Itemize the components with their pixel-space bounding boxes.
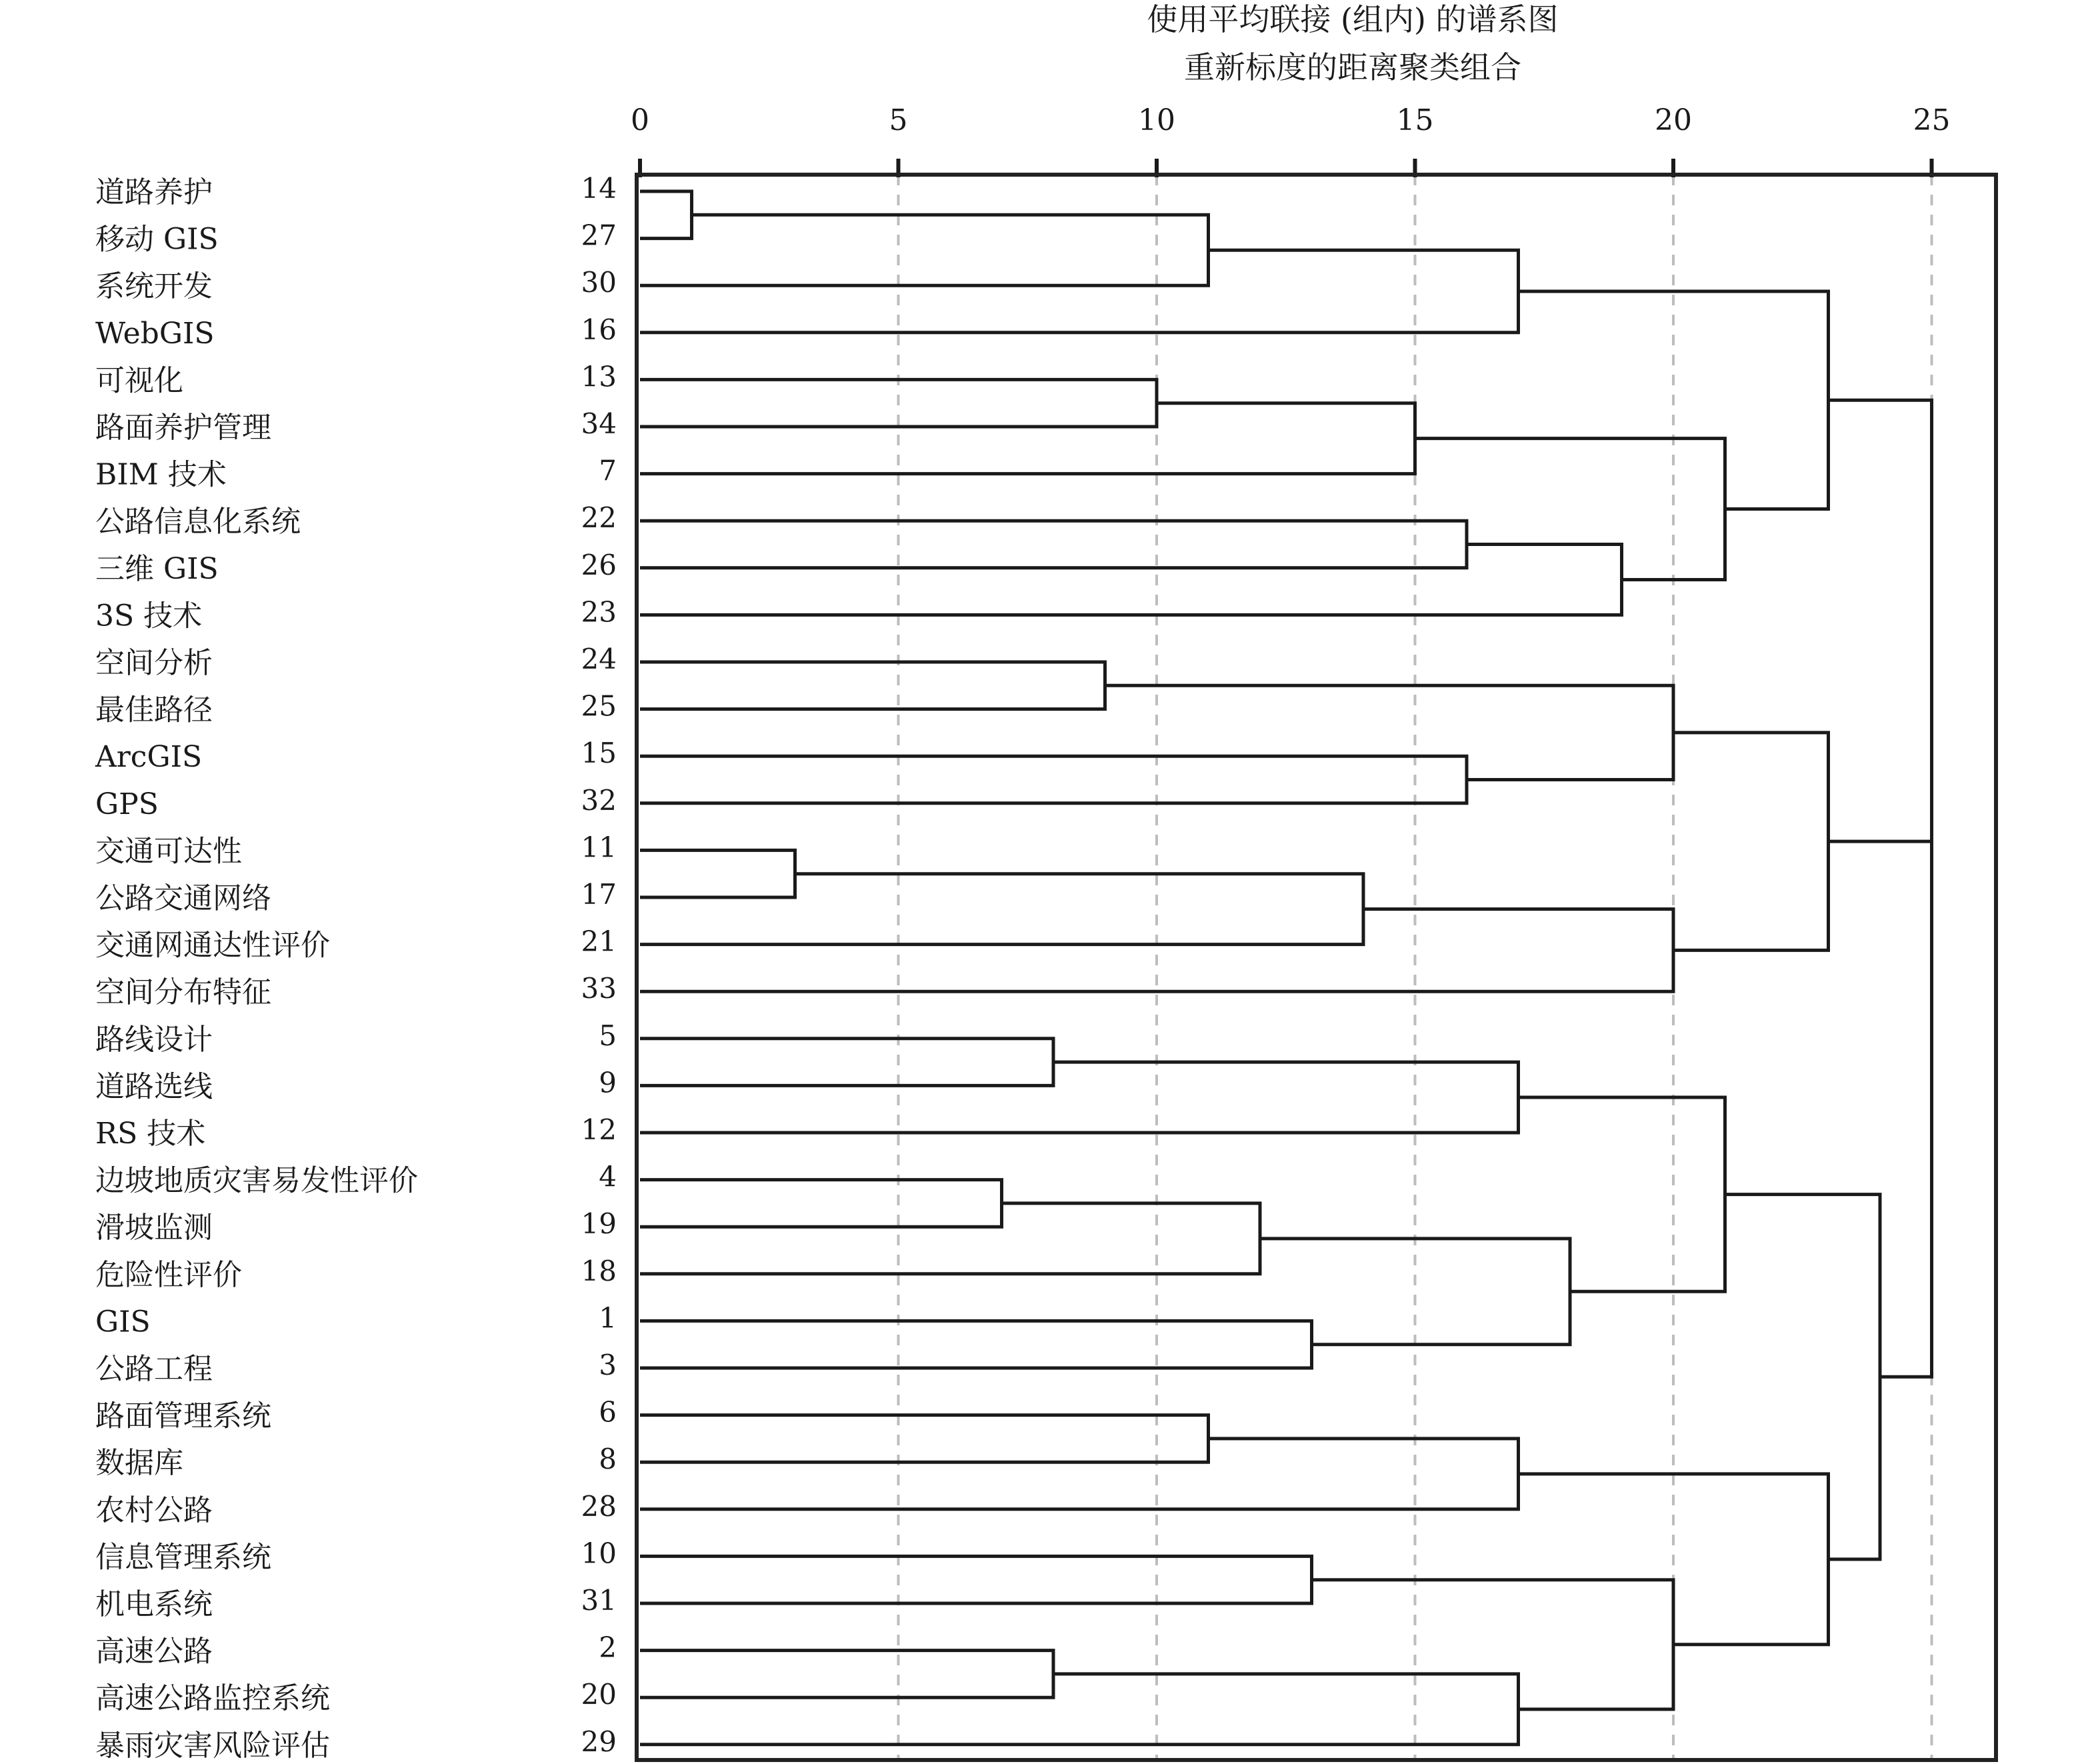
leaf-number: 7 bbox=[599, 454, 617, 487]
leaf-number: 33 bbox=[581, 972, 617, 1005]
leaf-number: 24 bbox=[581, 643, 617, 675]
leaf-number: 6 bbox=[599, 1395, 617, 1429]
leaf-label: GIS bbox=[95, 1305, 151, 1339]
leaf-label: 路面管理系统 bbox=[95, 1399, 271, 1433]
leaf-label: 公路交通网络 bbox=[95, 881, 271, 915]
leaf-label: ArcGIS bbox=[95, 740, 203, 775]
dendrogram-link bbox=[1415, 439, 1725, 580]
leaf-label: 交通可达性 bbox=[95, 834, 242, 869]
leaf-label: 三维 GIS bbox=[95, 551, 219, 586]
leaf-label: 交通网通达性评价 bbox=[95, 928, 330, 963]
leaf-number: 20 bbox=[581, 1678, 617, 1711]
dendrogram-link bbox=[640, 215, 1209, 285]
leaf-number: 3 bbox=[599, 1349, 617, 1381]
dendrogram-link bbox=[640, 1039, 1053, 1086]
leaf-number: 14 bbox=[581, 172, 617, 205]
leaf-label: 高速公路 bbox=[95, 1634, 213, 1669]
leaf-number: 9 bbox=[599, 1066, 617, 1099]
dendrogram-link bbox=[1260, 1239, 1570, 1345]
chart-title: 使用平均联接 (组内) 的谱系图 bbox=[1147, 1, 1559, 37]
leaf-label: GPS bbox=[95, 787, 159, 821]
dendrogram-link bbox=[640, 1439, 1519, 1509]
x-tick-label: 20 bbox=[1655, 103, 1692, 137]
leaf-label: 农村公路 bbox=[95, 1493, 213, 1527]
dendrogram-link bbox=[1105, 685, 1674, 779]
x-tick-label: 10 bbox=[1138, 103, 1175, 137]
leaf-number: 23 bbox=[581, 595, 617, 629]
leaf-number: 13 bbox=[581, 360, 617, 393]
leaf-label: 高速公路监控系统 bbox=[95, 1681, 330, 1716]
dendrogram-link bbox=[640, 850, 795, 897]
leaf-label: 可视化 bbox=[95, 363, 183, 398]
leaf-number: 27 bbox=[581, 219, 617, 252]
dendrogram-link bbox=[640, 874, 1363, 945]
leaf-number: 12 bbox=[581, 1113, 617, 1146]
leaf-label: 路面养护管理 bbox=[95, 411, 271, 445]
leaf-label: 空间分析 bbox=[95, 646, 213, 680]
leaf-label: 信息管理系统 bbox=[95, 1540, 271, 1575]
leaf-number: 5 bbox=[599, 1019, 617, 1052]
dendrogram-link bbox=[640, 191, 692, 239]
leaf-number: 32 bbox=[581, 783, 617, 817]
dendrogram-link bbox=[640, 756, 1467, 803]
leaf-number: 1 bbox=[599, 1301, 617, 1335]
leaf-label: 滑坡监测 bbox=[95, 1211, 213, 1245]
dendrogram-link bbox=[1312, 1580, 1674, 1709]
leaf-number: 22 bbox=[581, 501, 617, 535]
leaf-label: 数据库 bbox=[95, 1446, 183, 1481]
leaf-number: 10 bbox=[581, 1537, 617, 1570]
leaf-label: 边坡地质灾害易发性评价 bbox=[95, 1163, 418, 1198]
leaf-label: 最佳路径 bbox=[95, 693, 213, 727]
dendrogram-link bbox=[640, 1651, 1053, 1698]
dendrogram-link bbox=[1519, 1097, 1725, 1291]
leaf-number: 26 bbox=[581, 548, 617, 581]
leaf-label: 机电系统 bbox=[95, 1587, 213, 1621]
leaf-number: 17 bbox=[581, 878, 617, 911]
leaf-number: 19 bbox=[581, 1207, 617, 1241]
leaf-number: 18 bbox=[581, 1254, 617, 1287]
dendrogram-link bbox=[640, 662, 1105, 709]
dendrogram-link bbox=[1880, 621, 1932, 1377]
dendrogram-link bbox=[640, 1180, 1002, 1227]
x-tick-label: 15 bbox=[1396, 103, 1434, 137]
leaf-label: 危险性评价 bbox=[95, 1257, 242, 1292]
leaf-label: 移动 GIS bbox=[95, 222, 219, 257]
x-tick-label: 0 bbox=[631, 103, 649, 137]
chart-subtitle: 重新标度的距离聚类组合 bbox=[1184, 49, 1521, 85]
leaf-label: RS 技术 bbox=[95, 1117, 206, 1151]
dendrogram-link bbox=[1829, 400, 1932, 841]
dendrogram-link bbox=[640, 545, 1622, 615]
leaf-label: 暴雨灾害风险评估 bbox=[95, 1728, 330, 1763]
leaf-number: 30 bbox=[581, 266, 617, 299]
leaf-label: 路线设计 bbox=[95, 1022, 213, 1057]
dendrogram-link bbox=[640, 1556, 1312, 1603]
leaf-number: 16 bbox=[581, 313, 617, 346]
leaf-label: WebGIS bbox=[95, 316, 215, 351]
leaf-number: 2 bbox=[599, 1631, 617, 1664]
dendrogram-link bbox=[640, 1062, 1519, 1133]
leaf-label: 道路养护 bbox=[95, 175, 213, 209]
dendrogram-link bbox=[640, 521, 1467, 568]
leaf-label: 3S 技术 bbox=[95, 599, 203, 633]
plot-frame bbox=[637, 175, 1996, 1760]
x-tick-label: 5 bbox=[889, 103, 908, 137]
leaf-number: 29 bbox=[581, 1725, 617, 1758]
dendrogram-link bbox=[640, 250, 1519, 333]
dendrogram-link bbox=[1725, 1195, 1881, 1559]
dendrogram-link bbox=[640, 1203, 1260, 1274]
dendrogram-link bbox=[1673, 733, 1829, 951]
leaf-number: 8 bbox=[599, 1443, 617, 1476]
leaf-label: 空间分布特征 bbox=[95, 975, 271, 1010]
leaf-label: 公路信息化系统 bbox=[95, 505, 301, 539]
leaf-number: 15 bbox=[581, 737, 617, 770]
dendrogram-link bbox=[640, 403, 1415, 474]
leaf-number: 28 bbox=[581, 1489, 617, 1523]
leaf-number: 31 bbox=[581, 1584, 617, 1617]
dendrogram-link bbox=[640, 1321, 1312, 1368]
dendrogram-link bbox=[640, 1674, 1519, 1745]
leaf-label: BIM 技术 bbox=[95, 457, 227, 492]
leaf-label: 公路工程 bbox=[95, 1352, 213, 1386]
leaf-number: 21 bbox=[581, 925, 617, 958]
leaf-number: 34 bbox=[581, 407, 617, 440]
leaf-number: 11 bbox=[581, 831, 617, 864]
leaf-number: 25 bbox=[581, 689, 617, 723]
dendrogram-link bbox=[640, 1415, 1209, 1463]
leaf-number: 4 bbox=[599, 1160, 617, 1193]
leaf-label: 道路选线 bbox=[95, 1069, 213, 1104]
x-tick-label: 25 bbox=[1913, 103, 1951, 137]
leaf-label: 系统开发 bbox=[95, 269, 213, 304]
